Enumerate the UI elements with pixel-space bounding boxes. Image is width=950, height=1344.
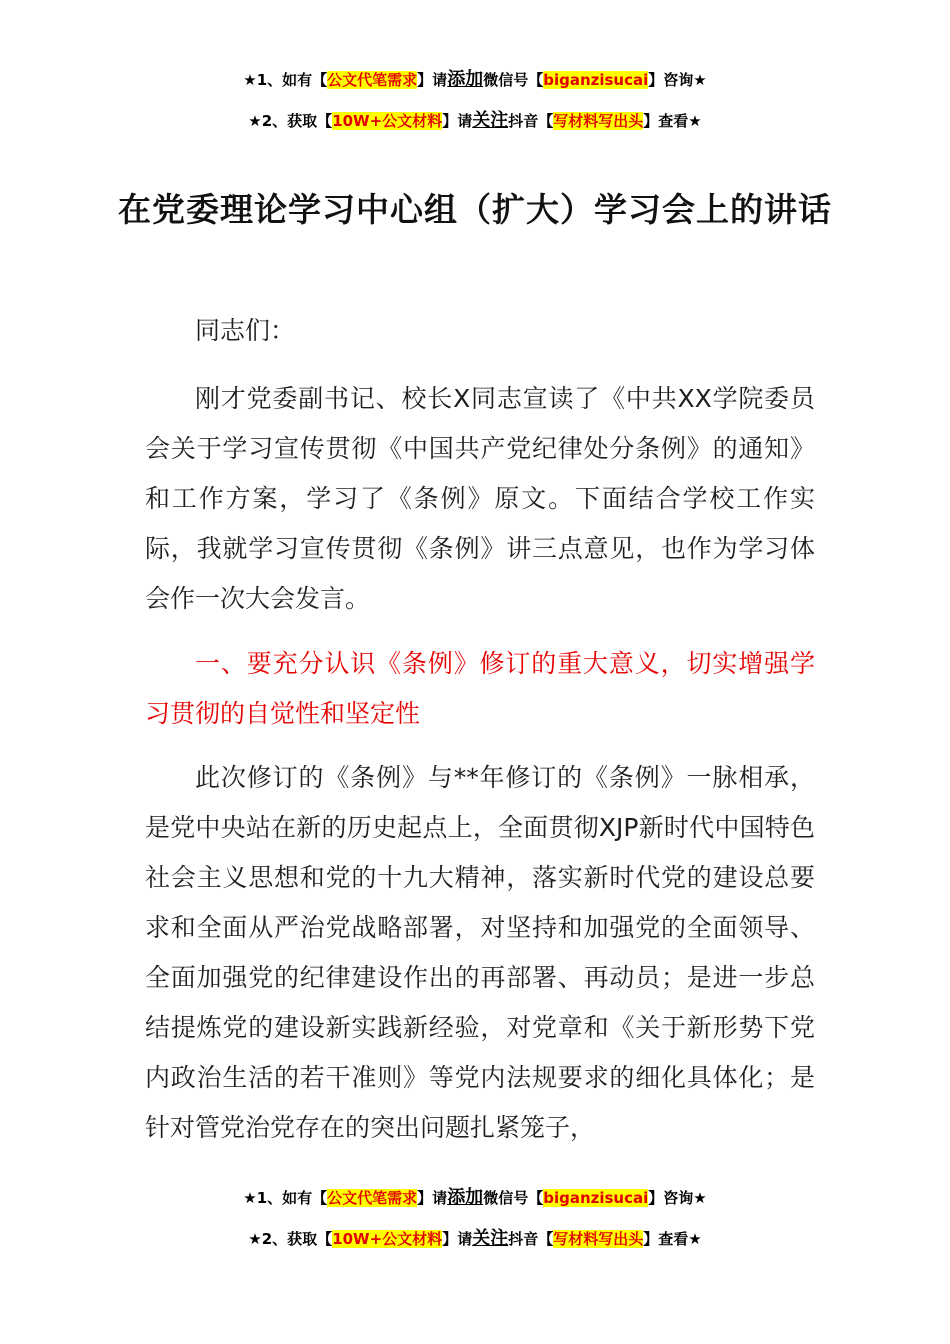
greeting-text: 同志们： (195, 316, 296, 345)
paragraph-1 (145, 374, 815, 624)
section-heading-1 (145, 639, 815, 739)
promo-suffix: 】咨询★ (648, 1189, 707, 1207)
promo-text: 抖音【 (508, 1230, 554, 1248)
promo-douyin-id: 写材料写出头 (553, 112, 644, 130)
promo-prefix: ★1、如有【 (243, 1189, 328, 1207)
promo-prefix: ★1、如有【 (243, 71, 328, 89)
promo-add-link[interactable]: 添加 (447, 69, 484, 90)
promo-text: 】请 (442, 1230, 473, 1248)
promo-text: 微信号【 (483, 1189, 544, 1207)
promo-add-link[interactable]: 添加 (447, 1187, 484, 1208)
promo-footer (0, 1186, 950, 1268)
promo-prefix: ★2、获取【 (248, 112, 333, 130)
promo-line-2 (0, 109, 950, 133)
section-heading-1-text: 一、要充分认识《条例》修订的重大意义，切实增强学习贯彻的自觉性和坚定性 (145, 649, 815, 728)
paragraph-1-text: 刚才党委副书记、校长X同志宣读了《中共XX学院委员会关于学习宣传贯彻《中国共产党纪律处分条例》的通知》和工作方案，学习了《条例》原文。下面结合学校工作实际，我就学习宣传贯彻《条例》讲三点意见，也作为学习体会作一次大会发言。 (145, 384, 815, 613)
promo-suffix: 】查看★ (643, 1230, 702, 1248)
greeting (145, 306, 815, 356)
promo-need-highlight: 公文代笔需求 (327, 1189, 418, 1207)
promo-text: 抖音【 (508, 112, 554, 130)
promo-suffix: 】咨询★ (648, 71, 707, 89)
promo-header (0, 68, 950, 150)
promo-text: 】请 (442, 112, 473, 130)
promo-follow-link[interactable]: 关注 (472, 1228, 509, 1249)
promo-wechat-id: biganzisucai (543, 71, 649, 89)
promo-text: 】请 (417, 71, 448, 89)
paragraph-2 (145, 753, 815, 1153)
promo-materials-highlight: 10W+公文材料 (332, 1230, 443, 1248)
promo-need-highlight: 公文代笔需求 (327, 71, 418, 89)
promo-line-2 (0, 1227, 950, 1251)
promo-prefix: ★2、获取【 (248, 1230, 333, 1248)
paragraph-2-text: 此次修订的《条例》与**年修订的《条例》一脉相承，是党中央站在新的历史起点上，全面贯彻XJP新时代中国特色社会主义思想和党的十九大精神，落实新时代党的建设总要求和全面从严治党战略部署，对坚持和加强党的全面领导、全面加强党的纪律建设作出的再部署、再动员；是进一步总结提炼党的建设新实践新经验，对党章和《关于新形势下党内政治生活的若干准则》等党内法规要求的细化具体化；是针对管党治党存在的突出问题扎紧笼子， (145, 763, 815, 1142)
promo-text: 】请 (417, 1189, 448, 1207)
promo-line-1 (0, 1186, 950, 1210)
promo-line-1 (0, 68, 950, 92)
promo-wechat-id: biganzisucai (543, 1189, 649, 1207)
promo-suffix: 】查看★ (643, 112, 702, 130)
promo-materials-highlight: 10W+公文材料 (332, 112, 443, 130)
promo-text: 微信号【 (483, 71, 544, 89)
promo-douyin-id: 写材料写出头 (553, 1230, 644, 1248)
document-title: 在党委理论学习中心组（扩大）学习会上的讲话 (118, 190, 832, 229)
promo-follow-link[interactable]: 关注 (472, 110, 509, 131)
